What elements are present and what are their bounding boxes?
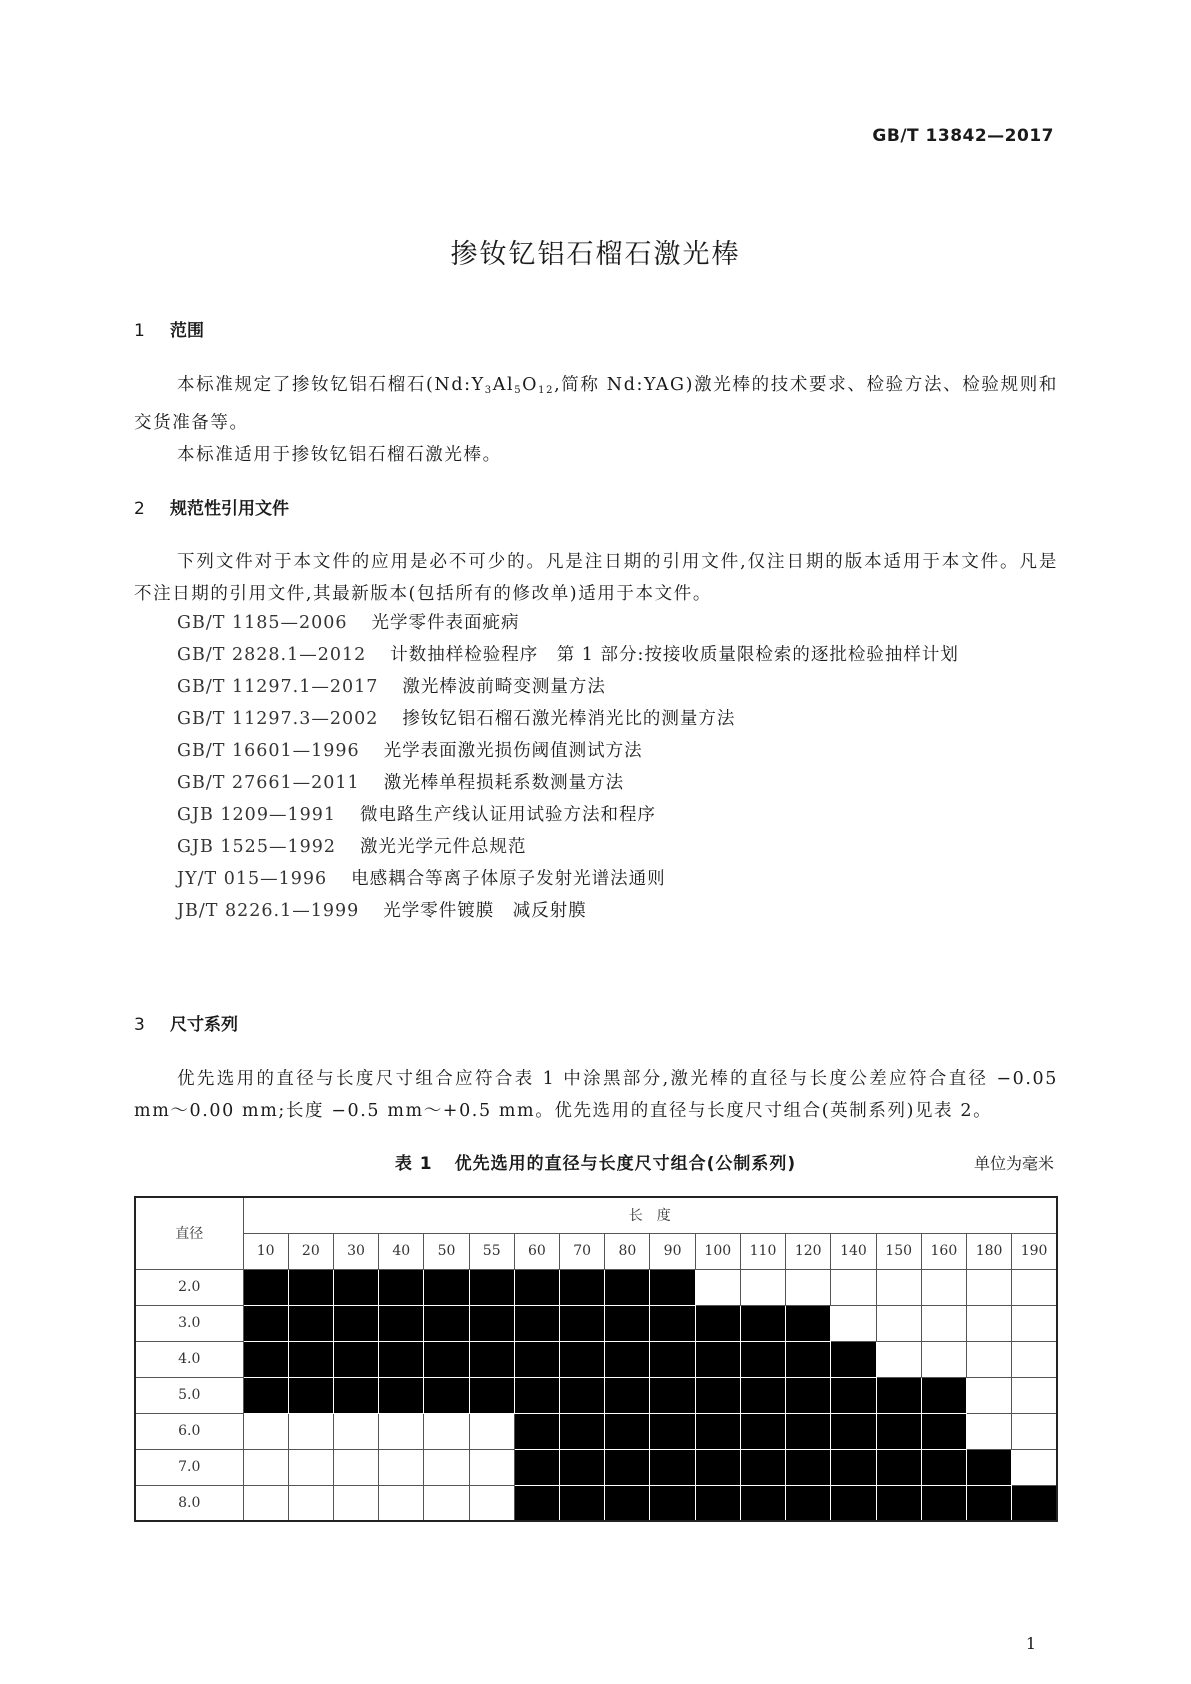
standard-number: GB/T 13842—2017 [872,126,1054,146]
section-heading-dimensions [134,1010,238,1035]
reference-item: GB/T 11297.1—2017 激光棒波前畸变测量方法 [177,677,606,697]
preferred-cell [333,1377,378,1413]
preferred-cell [469,1377,514,1413]
preferred-cell [695,1485,740,1521]
section-number: 2 [134,499,145,519]
preferred-cell [605,1485,650,1521]
preferred-cell [876,1449,921,1485]
preferred-cell [1012,1485,1057,1521]
section-number: 3 [134,1015,145,1035]
empty-cell [243,1485,288,1521]
preferred-cell [514,1305,559,1341]
empty-cell [243,1449,288,1485]
preferred-cell [560,1377,605,1413]
empty-cell [333,1485,378,1521]
empty-cell [469,1413,514,1449]
empty-cell [379,1485,424,1521]
preferred-cell [921,1377,966,1413]
preferred-cell [650,1449,695,1485]
preferred-cell [288,1341,333,1377]
empty-cell [379,1449,424,1485]
reference-item: GB/T 2828.1—2012 计数抽样检验程序 第 1 部分:按接收质量限检索的逐批检验抽样计划 [177,645,959,665]
length-header-70: 70 [560,1233,605,1269]
length-header-110: 110 [740,1233,785,1269]
length-header-150: 150 [876,1233,921,1269]
diameter-cell: 8.0 [135,1485,243,1521]
length-group-header: 长 度 [243,1197,1057,1233]
diameter-cell: 4.0 [135,1341,243,1377]
diameter-cell: 6.0 [135,1413,243,1449]
preferred-cell [605,1413,650,1449]
preferred-cell [605,1269,650,1305]
document-title: 掺钕钇铝石榴石激光棒 [450,239,741,270]
table-row [135,1341,1057,1377]
preferred-cell [560,1269,605,1305]
preferred-cell [469,1269,514,1305]
preferred-cell [605,1305,650,1341]
preferred-cell [424,1377,469,1413]
empty-cell [786,1269,831,1305]
preferred-cell [514,1449,559,1485]
empty-cell [921,1305,966,1341]
empty-cell [1012,1305,1057,1341]
empty-cell [288,1449,333,1485]
empty-cell [876,1269,921,1305]
reference-item: GB/T 11297.3—2002 掺钕钇铝石榴石激光棒消光比的测量方法 [177,709,736,729]
page-number: 1 [1025,1634,1036,1653]
preferred-cell [786,1413,831,1449]
preferred-cell [650,1377,695,1413]
preferred-cell [243,1341,288,1377]
preferred-cell [514,1377,559,1413]
empty-cell [967,1413,1012,1449]
empty-cell [288,1485,333,1521]
preferred-cell [605,1377,650,1413]
scope-paragraph-2: 本标准适用于掺钕钇铝石榴石激光棒。 [177,445,502,465]
preferred-cell [560,1449,605,1485]
preferred-cell [243,1305,288,1341]
preferred-cell [650,1485,695,1521]
preferred-cell [650,1341,695,1377]
preferred-cell [605,1341,650,1377]
length-header-80: 80 [605,1233,650,1269]
preferred-cell [514,1341,559,1377]
length-header-30: 30 [333,1233,378,1269]
preferred-cell [333,1341,378,1377]
empty-cell [876,1305,921,1341]
preferred-cell [243,1377,288,1413]
preferred-cell [831,1449,876,1485]
preferred-cell [786,1305,831,1341]
empty-cell [469,1485,514,1521]
preferred-cell [921,1485,966,1521]
preferred-cell [831,1413,876,1449]
references-intro: 下列文件对于本文件的应用是必不可少的。凡是注日期的引用文件,仅注日期的版本适用于本文件。凡是不注日期的引用文件,其最新版本(包括所有的修改单)适用于本文件。 [134,552,1058,604]
empty-cell [333,1413,378,1449]
empty-cell [831,1269,876,1305]
preferred-cell [695,1449,740,1485]
scope-paragraph-1: 本标准规定了掺钕钇铝石榴石($Nd:Y_3Al_5O_{12}$,简称 Nd:YAG)激光棒的技术要求、检验方法、检验规则和交货准备等。 [134,375,1058,433]
preferred-cell [333,1305,378,1341]
preferred-cell [786,1341,831,1377]
preferred-cell [379,1305,424,1341]
table-row [135,1485,1057,1521]
preferred-cell [831,1485,876,1521]
length-header-160: 160 [921,1233,966,1269]
diameter-cell: 5.0 [135,1377,243,1413]
preferred-cell [967,1449,1012,1485]
preferred-cell [831,1377,876,1413]
table-row [135,1305,1057,1341]
table-row [135,1377,1057,1413]
preferred-cell [695,1305,740,1341]
table-row [135,1413,1057,1449]
preferred-cell [514,1485,559,1521]
empty-cell [967,1305,1012,1341]
preferred-cell [740,1341,785,1377]
empty-cell [1012,1449,1057,1485]
preferred-cell [967,1485,1012,1521]
empty-cell [1012,1341,1057,1377]
preferred-cell [605,1449,650,1485]
empty-cell [921,1341,966,1377]
empty-cell [967,1269,1012,1305]
preferred-cell [695,1377,740,1413]
table-unit: 单位为毫米 [973,1154,1054,1173]
preferred-cell [740,1377,785,1413]
length-header-190: 190 [1012,1233,1057,1269]
preferred-cell [695,1341,740,1377]
length-header-140: 140 [831,1233,876,1269]
empty-cell [1012,1413,1057,1449]
preferred-cell [921,1413,966,1449]
preferred-cell [650,1413,695,1449]
reference-item: GB/T 27661—2011 激光棒单程损耗系数测量方法 [177,773,625,793]
preferred-cell [424,1269,469,1305]
size-combination-table [134,1196,1058,1522]
preferred-cell [831,1341,876,1377]
table-row [135,1449,1057,1485]
preferred-cell [876,1485,921,1521]
reference-item: GJB 1209—1991 微电路生产线认证用试验方法和程序 [177,805,656,825]
preferred-cell [424,1341,469,1377]
reference-item: JY/T 015—1996 电感耦合等离子体原子发射光谱法通则 [177,869,666,889]
preferred-cell [379,1341,424,1377]
empty-cell [424,1449,469,1485]
diameter-header: 直径 [135,1197,243,1269]
empty-cell [243,1413,288,1449]
length-header-40: 40 [379,1233,424,1269]
preferred-cell [243,1269,288,1305]
preferred-cell [424,1305,469,1341]
preferred-cell [514,1269,559,1305]
preferred-cell [876,1377,921,1413]
section-title: 范围 [170,321,204,341]
scope-text [134,369,1058,471]
empty-cell [424,1485,469,1521]
empty-cell [379,1413,424,1449]
diameter-cell: 3.0 [135,1305,243,1341]
preferred-cell [921,1449,966,1485]
preferred-cell [469,1305,514,1341]
preferred-cell [379,1269,424,1305]
preferred-cell [876,1413,921,1449]
preferred-cell [560,1341,605,1377]
preferred-cell [786,1377,831,1413]
length-header-180: 180 [967,1233,1012,1269]
reference-item: GB/T 1185—2006 光学零件表面疵病 [177,613,520,633]
preferred-cell [650,1305,695,1341]
preferred-cell [514,1413,559,1449]
reference-list [177,607,959,927]
section-title: 规范性引用文件 [170,499,289,519]
preferred-cell [695,1413,740,1449]
length-header-100: 100 [695,1233,740,1269]
length-header-20: 20 [288,1233,333,1269]
preferred-cell [740,1305,785,1341]
empty-cell [1012,1269,1057,1305]
length-header-90: 90 [650,1233,695,1269]
empty-cell [831,1305,876,1341]
preferred-cell [740,1413,785,1449]
length-header-120: 120 [786,1233,831,1269]
preferred-cell [560,1305,605,1341]
preferred-cell [786,1485,831,1521]
reference-item: JB/T 8226.1—1999 光学零件镀膜 减反射膜 [177,901,587,921]
length-header-50: 50 [424,1233,469,1269]
preferred-cell [333,1269,378,1305]
preferred-cell [379,1377,424,1413]
table-row [135,1269,1057,1305]
reference-item: GJB 1525—1992 激光光学元件总规范 [177,837,527,857]
preferred-cell [740,1449,785,1485]
dimensions-text: 优先选用的直径与长度尺寸组合应符合表 1 中涂黑部分,激光棒的直径与长度公差应符合直径 −0.05 mm～0.00 mm;长度 −0.5 mm～+0.5 mm。优先选用的直径与长度尺寸组合(英制系列)见表 2。 [134,1069,1058,1121]
section-heading-references [134,494,289,519]
preferred-cell [740,1485,785,1521]
preferred-cell [469,1341,514,1377]
diameter-cell: 2.0 [135,1269,243,1305]
empty-cell [695,1269,740,1305]
preferred-cell [786,1449,831,1485]
empty-cell [333,1449,378,1485]
length-header-10: 10 [243,1233,288,1269]
empty-cell [921,1269,966,1305]
table-title: 表 1 优先选用的直径与长度尺寸组合(公制系列) [394,1154,797,1174]
preferred-cell [650,1269,695,1305]
empty-cell [740,1269,785,1305]
length-header-55: 55 [469,1233,514,1269]
section-number: 1 [134,321,145,341]
empty-cell [967,1341,1012,1377]
preferred-cell [288,1305,333,1341]
empty-cell [469,1449,514,1485]
empty-cell [967,1377,1012,1413]
section-heading-scope [134,316,204,341]
empty-cell [876,1341,921,1377]
empty-cell [288,1413,333,1449]
preferred-cell [288,1377,333,1413]
length-header-60: 60 [514,1233,559,1269]
empty-cell [1012,1377,1057,1413]
reference-item: GB/T 16601—1996 光学表面激光损伤阈值测试方法 [177,741,643,761]
diameter-cell: 7.0 [135,1449,243,1485]
preferred-cell [288,1269,333,1305]
preferred-cell [560,1413,605,1449]
section-title: 尺寸系列 [170,1015,238,1035]
preferred-cell [560,1485,605,1521]
empty-cell [424,1413,469,1449]
